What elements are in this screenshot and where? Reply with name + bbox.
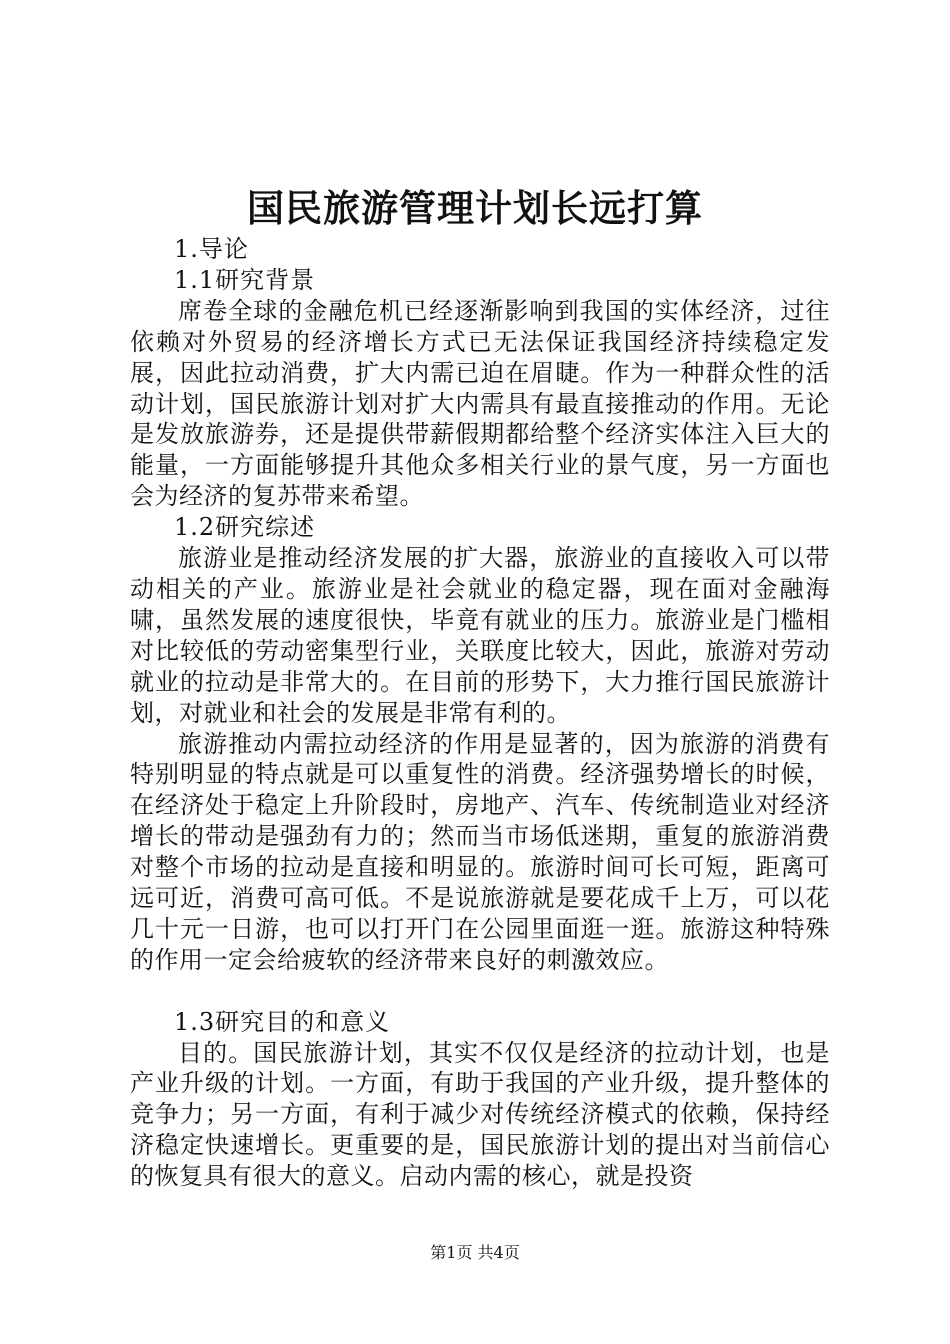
paragraph-review-consumption: 旅游推动内需拉动经济的作用是显著的，因为旅游的消费有特别明显的特点就是可以重复性的消费。经济强势增长的时候，在经济处于稳定上升阶段时，房地产、汽车、传统制造业对经济增长的带动是强劲有力的；然而当市场低迷期，重复的旅游消费对整个市场的拉动是直接和明显的。旅游时间可长可短，距离可远可近，消费可高可低。不是说旅游就是要花成千上万，可以花几十元一日游，也可以打开门在公园里面逛一逛。旅游这种特殊的作用一定会给疲软的经济带来良好的刺激效应。	[130, 729, 830, 974]
paragraph-purpose: 目的。国民旅游计划，其实不仅仅是经济的拉动计划，也是产业升级的计划。一方面，有助于我国的产业升级，提升整体的竞争力；另一方面，有利于减少对传统经济模式的依赖，保持经济稳定快速增长。更重要的是，国民旅游计划的提出对当前信心的恢复具有很大的意义。启动内需的核心，就是投资	[130, 1038, 830, 1191]
blank-line	[130, 976, 830, 1007]
section-heading-research-review: 1.2研究综述	[174, 513, 316, 542]
paragraph-background: 席卷全球的金融危机已经逐渐影响到我国的实体经济，过往依赖对外贸易的经济增长方式已无法保证我国经济持续稳定发展，因此拉动消费，扩大内需已迫在眉睫。作为一种群众性的活动计划，国民旅游计划对扩大内需具有最直接推动的作用。无论是发放旅游券，还是提供带薪假期都给整个经济实体注入巨大的能量，一方面能够提升其他众多相关行业的景气度，另一方面也会为经济的复苏带来希望。	[130, 296, 830, 511]
document-body	[130, 234, 830, 1192]
section-heading-purpose-significance: 1.3研究目的和意义	[174, 1007, 391, 1036]
document-title: 国民旅游管理计划长远打算	[247, 186, 703, 230]
section-heading-introduction: 1.导论	[174, 235, 249, 263]
page-footer: 第1页 共4页	[430, 1243, 520, 1262]
section-heading-research-background: 1.1研究背景	[174, 265, 316, 294]
paragraph-review-employment: 旅游业是推动经济发展的扩大器，旅游业的直接收入可以带动相关的产业。旅游业是社会就业的稳定器，现在面对金融海啸，虽然发展的速度很快，毕竟有就业的压力。旅游业是门槛相对比较低的劳动密集型行业，关联度比较大，因此，旅游对劳动就业的拉动是非常大的。在目前的形势下，大力推行国民旅游计划，对就业和社会的发展是非常有利的。	[130, 544, 830, 727]
